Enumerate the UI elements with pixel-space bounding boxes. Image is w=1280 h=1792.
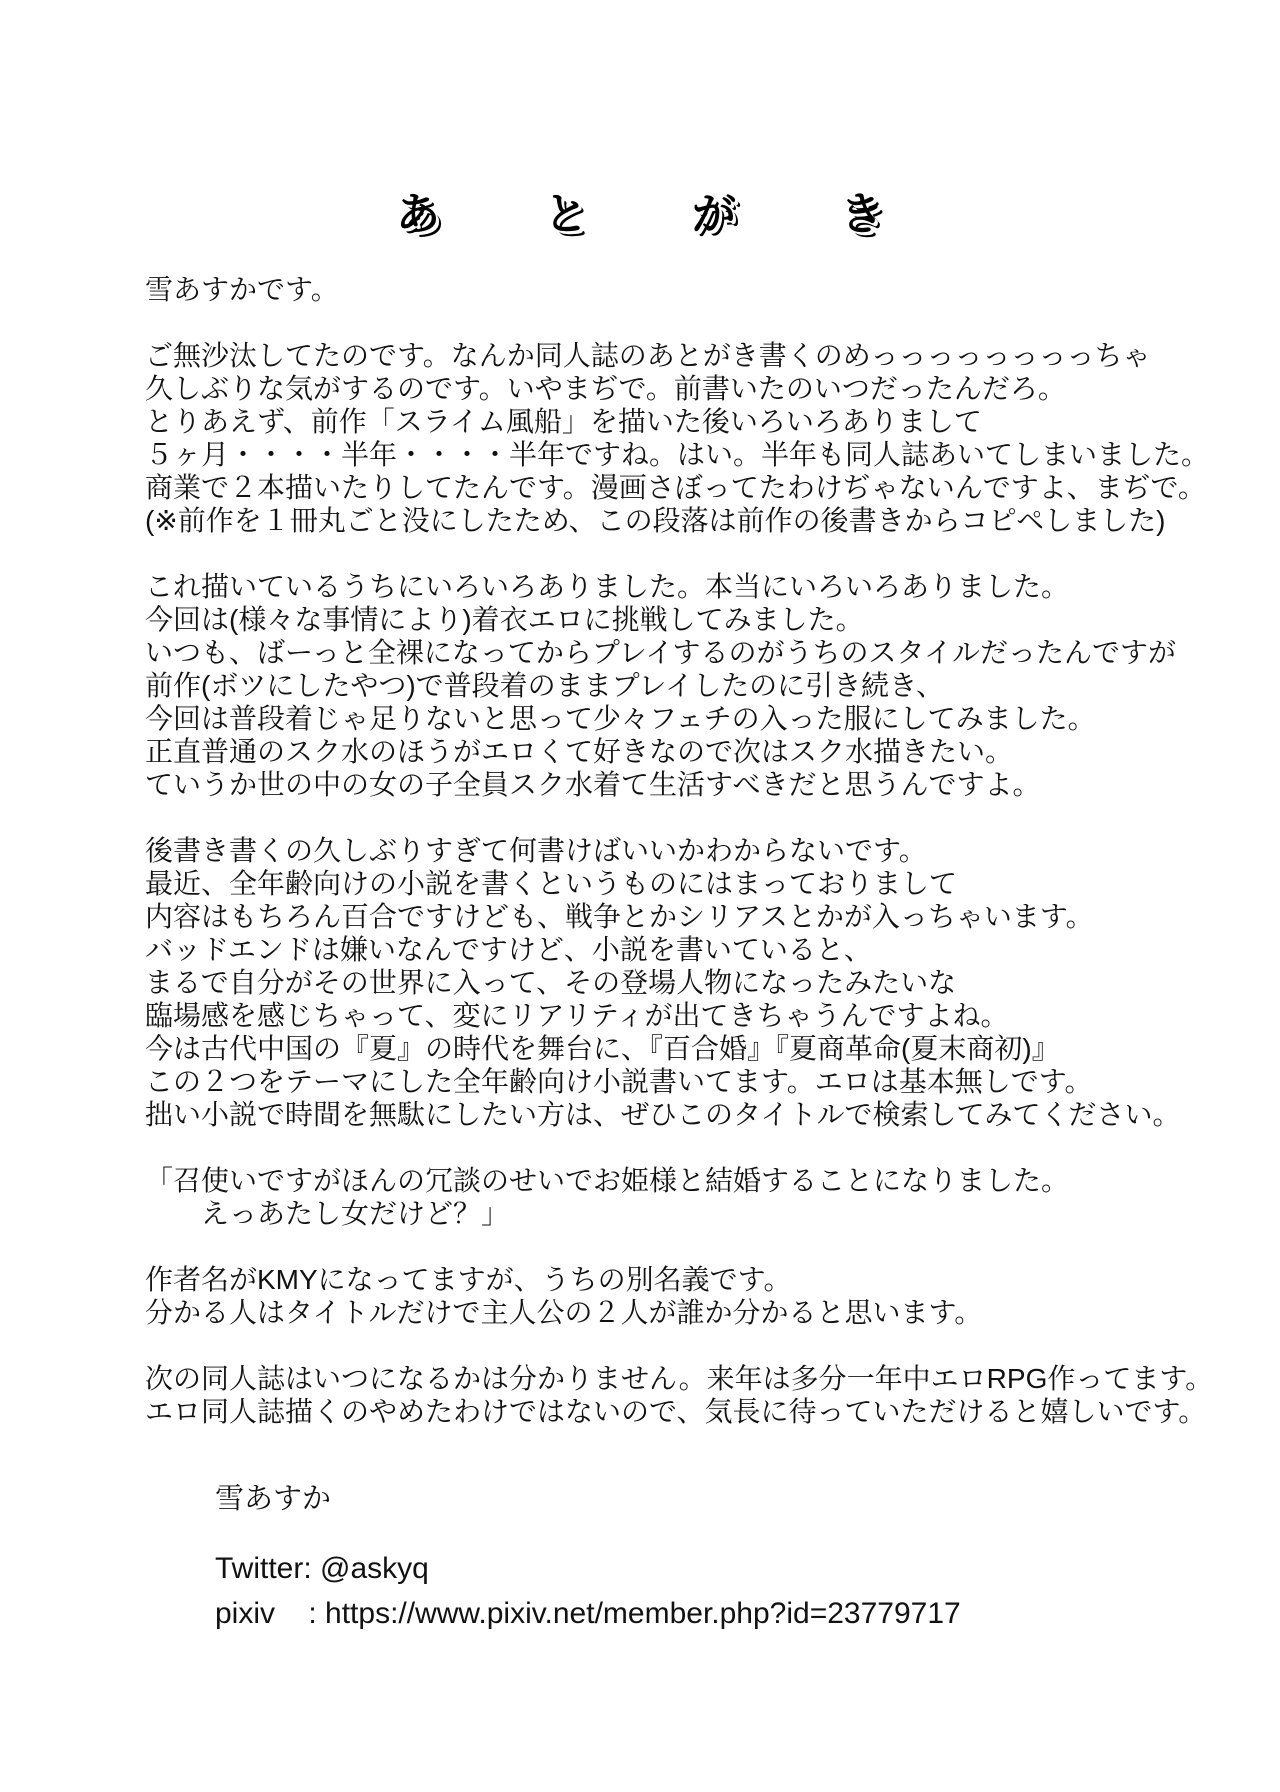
text-line: 後書き書くの久しぶりすぎて何書けばいいかわからないです。 (145, 835, 927, 866)
text-line: 正直普通のスク水のほうがエロくて好きなので次はスク水描きたい。 (145, 736, 1014, 767)
para-pen-name (145, 1263, 1225, 1329)
text-line: 分かる人はタイトルだけで主人公の２人が誰か分かると思います。 (145, 1297, 983, 1328)
text-line: この２つをテーマにした全年齢向け小説書いてます。エロは基本無しです。 (145, 1066, 1093, 1097)
twitter-handle: Twitter: @askyq (215, 1552, 429, 1585)
text-line: 今回は普段着じゃ足りないと思って少々フェチの入った服にしてみました。 (145, 703, 1096, 734)
text-line: 内容はもちろん百合ですけども、戦争とかシリアスとかが入っちゃいます。 (145, 901, 1094, 932)
text-line: 次の同人誌はいつになるかは分かりません。来年は多分一年中エロRPG作ってます。 (145, 1363, 1214, 1394)
para-theme (145, 570, 1225, 801)
text-line: エロ同人誌描くのやめたわけではないので、気長に待っていただけると嬉しいです。 (145, 1396, 1207, 1427)
text-line: ご無沙汰してたのです。なんか同人誌のあとがき書くのめっっっっっっっっちゃ (145, 340, 1151, 371)
para-hiatus (145, 339, 1225, 537)
text-line: 臨場感を感じちゃって、変にリアリティが出てきちゃうんですよね。 (145, 1000, 1009, 1031)
text-line: 作者名がKMYになってますが、うちの別名義です。 (145, 1264, 792, 1295)
contact-block (145, 1546, 1225, 1636)
text-line: 今回は(様々な事情により)着衣エロに挑戦してみました。 (145, 604, 864, 635)
afterword-body (145, 273, 1225, 1636)
text-line: 最近、全年齢向けの小説を書くというものにはまっておりまして (145, 868, 958, 899)
text-line: (※前作を１冊丸ごと没にしたため、この段落は前作の後書きからコピペしました) (145, 505, 1166, 536)
quote-novel-title (145, 1164, 1225, 1230)
text-line: ５ヶ月・・・・半年・・・・半年ですね。はい。半年も同人誌あいてしまいました。 (145, 439, 1210, 470)
text-line: えっあたし女だけど？」 (201, 1198, 510, 1229)
text-line: まるで自分がその世界に入って、その登場人物になったみたいな (145, 967, 957, 998)
text-line: とりあえず、前作「スライム風船」を描いた後いろいろありまして (145, 406, 982, 437)
text-line: 今は古代中国の『夏』の時代を舞台に、『百合婚』『夏商革命(夏末商初)』 (145, 1033, 1060, 1064)
text-line: ていうか世の中の女の子全員スク水着て生活すべきだと思うんですよ。 (145, 769, 1041, 800)
text-line: いつも、ばーっと全裸になってからプレイするのがうちのスタイルだったんですが (145, 637, 1176, 668)
text-line: 久しぶりな気がするのです。いやまぢで。前書いたのいつだったんだろ。 (145, 373, 1066, 404)
pixiv-url: pixiv : https://www.pixiv.net/member.php?id=23779717 (215, 1597, 961, 1630)
page-title: あ と が き (396, 190, 914, 239)
para-novels (145, 834, 1225, 1131)
text-line: これ描いているうちにいろいろありました。本当にいろいろありました。 (145, 571, 1070, 602)
text-line: 前作(ボツにしたやつ)で普段着のままプレイしたのに引き続き、 (145, 670, 945, 701)
text-line: 拙い小説で時間を無駄にしたい方は、ぜひこのタイトルで検索してみてください。 (145, 1099, 1181, 1130)
para-next-works (145, 1362, 1225, 1428)
text-line: 「召使いですがほんの冗談のせいでお姫様と結婚することになりました。 (145, 1165, 1070, 1196)
author-signature: 雪あすか (215, 1483, 332, 1515)
text-line: バッドエンドは嫌いなんですけど、小説を書いていると、 (145, 934, 872, 965)
greeting-line: 雪あすかです。 (145, 274, 339, 305)
text-line: 商業で２本描いたりしてたんです。漫画さぼってたわけぢゃないんですよ、まぢで。 (145, 472, 1206, 503)
